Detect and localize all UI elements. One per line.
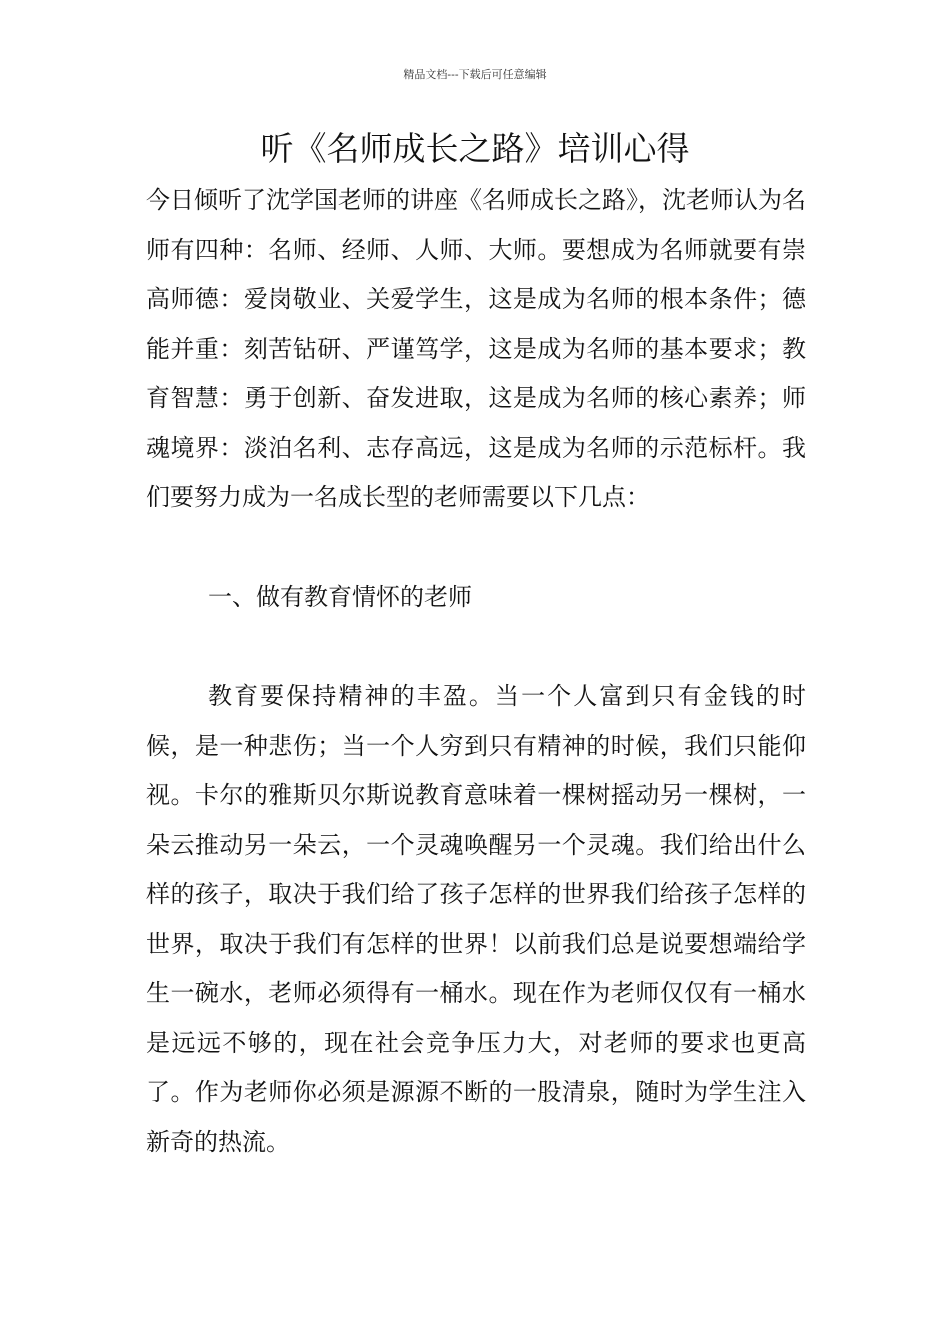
document-title: 听《名师成长之路》培训心得: [260, 129, 690, 168]
header-note: 精品文档---下载后可任意编辑: [403, 68, 547, 81]
intro-paragraph: 今日倾听了沈学国老师的讲座《名师成长之路》，沈老师认为名师有四种：名师、经师、人师、大师。要想成为名师就要有崇高师德：爱岗敬业、关爱学生，这是成为名师的根本条件；德能并重：刻苦钻研、严谨笃学，这是成为名师的基本要求；教育智慧：勇于创新、奋发进取，这是成为名师的核心素养；师魂境界：淡泊名利、志存高远，这是成为名师的示范标杆。我们要努力成为一名成长型的老师需要以下几点：: [146, 186, 806, 511]
section-heading-1: 一、做有教育情怀的老师: [208, 582, 472, 611]
paragraph-spacer: [146, 523, 806, 573]
document-body: [146, 176, 806, 1167]
paragraph-spacer: [146, 622, 806, 672]
section-1-paragraph: 教育要保持精神的丰盈。当一个人富到只有金钱的时候，是一种悲伤；当一个人穷到只有精神的时候，我们只能仰视。卡尔的雅斯贝尔斯说教育意味着一棵树摇动另一棵树，一朵云推动另一朵云，一个灵魂唤醒另一个灵魂。我们给出什么样的孩子，取决于我们给了孩子怎样的世界我们给孩子怎样的世界，取决于我们有怎样的世界！以前我们总是说要想端给学生一碗水，老师必须得有一桶水。现在作为老师仅仅有一桶水是远远不够的，现在社会竞争压力大，对老师的要求也更高了。作为老师你必须是源源不断的一股清泉，随时为学生注入新奇的热流。: [146, 682, 806, 1156]
